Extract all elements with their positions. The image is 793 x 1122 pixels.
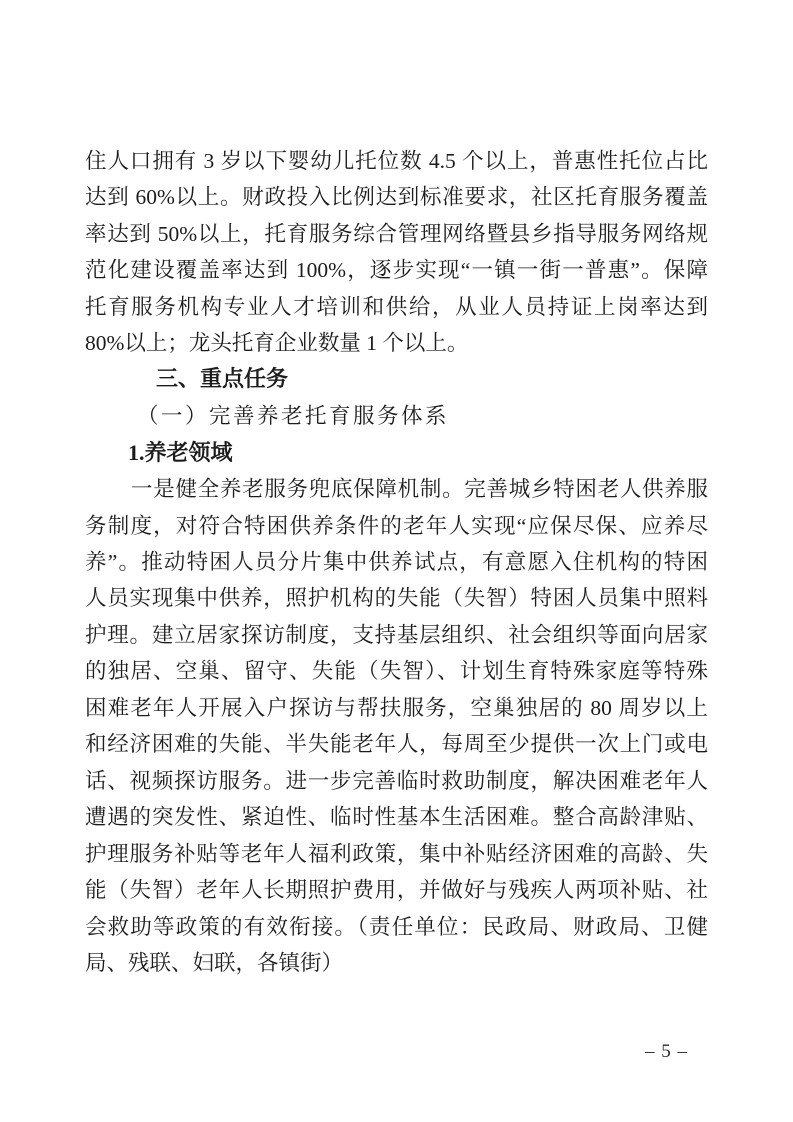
text-line: 养”。推动特困人员分片集中供养试点，有意愿入住机构的特困: [85, 549, 708, 574]
text-line: 能（失智）老年人长期照护费用，并做好与残疾人两项补贴、社: [85, 878, 708, 903]
sub-heading: （一）完善养老托育服务体系: [137, 404, 450, 429]
text-line: 范化建设覆盖率达到 100%，逐步实现“一镇一街一普惠”。保障: [85, 258, 708, 283]
document-body: [85, 143, 708, 981]
text-line: 遭遇的突发性、紧迫性、临时性基本生活困难。整合高龄津贴、: [85, 805, 708, 830]
text-line: 住人口拥有 3 岁以下婴幼儿托位数 4.5 个以上，普惠性托位占比: [85, 149, 708, 173]
text-line: 达到 60%以上。财政投入比例达到标准要求，社区托育服务覆盖: [85, 185, 708, 210]
text-line: 人员实现集中供养，照护机构的失能（失智）特困人员集中照料: [85, 586, 708, 611]
text-line: 80%以上；龙头托育企业数量 1 个以上。: [85, 331, 469, 356]
text-line: 务制度，对符合特困供养条件的老年人实现“应保尽保、应养尽: [85, 513, 708, 538]
text-line: 护理。建立居家探访制度，支持基层组织、社会组织等面向居家: [85, 622, 708, 647]
text-line: 和经济困难的失能、半失能老年人，每周至少提供一次上门或电: [85, 732, 708, 757]
text-line: 话、视频探访服务。进一步完善临时救助制度，解决困难老年人: [85, 768, 708, 793]
text-line: 的独居、空巢、留守、失能（失智）、计划生育特殊家庭等特殊: [85, 659, 708, 684]
text-line: 托育服务机构专业人才培训和供给，从业人员持证上岗率达到: [85, 294, 708, 319]
text-line: 率达到 50%以上，托育服务综合管理网络暨县乡指导服务网络规: [85, 221, 708, 246]
page-number: – 5 –: [645, 1041, 688, 1062]
text-line: 会救助等政策的有效衔接。（责任单位：民政局、财政局、卫健: [85, 914, 708, 939]
text-line: 护理服务补贴等老年人福利政策，集中补贴经济困难的高龄、失: [85, 841, 708, 866]
section-heading: 三、重点任务: [156, 366, 289, 392]
text-line: 困难老年人开展入户探访与帮扶服务，空巢独居的 80 周岁以上: [85, 695, 708, 720]
text-line: 局、残联、妇联，各镇街）: [85, 950, 344, 975]
text-line: 一是健全养老服务兜底保障机制。完善城乡特困老人供养服: [131, 477, 708, 502]
item-heading: 1.养老领域: [128, 439, 233, 465]
